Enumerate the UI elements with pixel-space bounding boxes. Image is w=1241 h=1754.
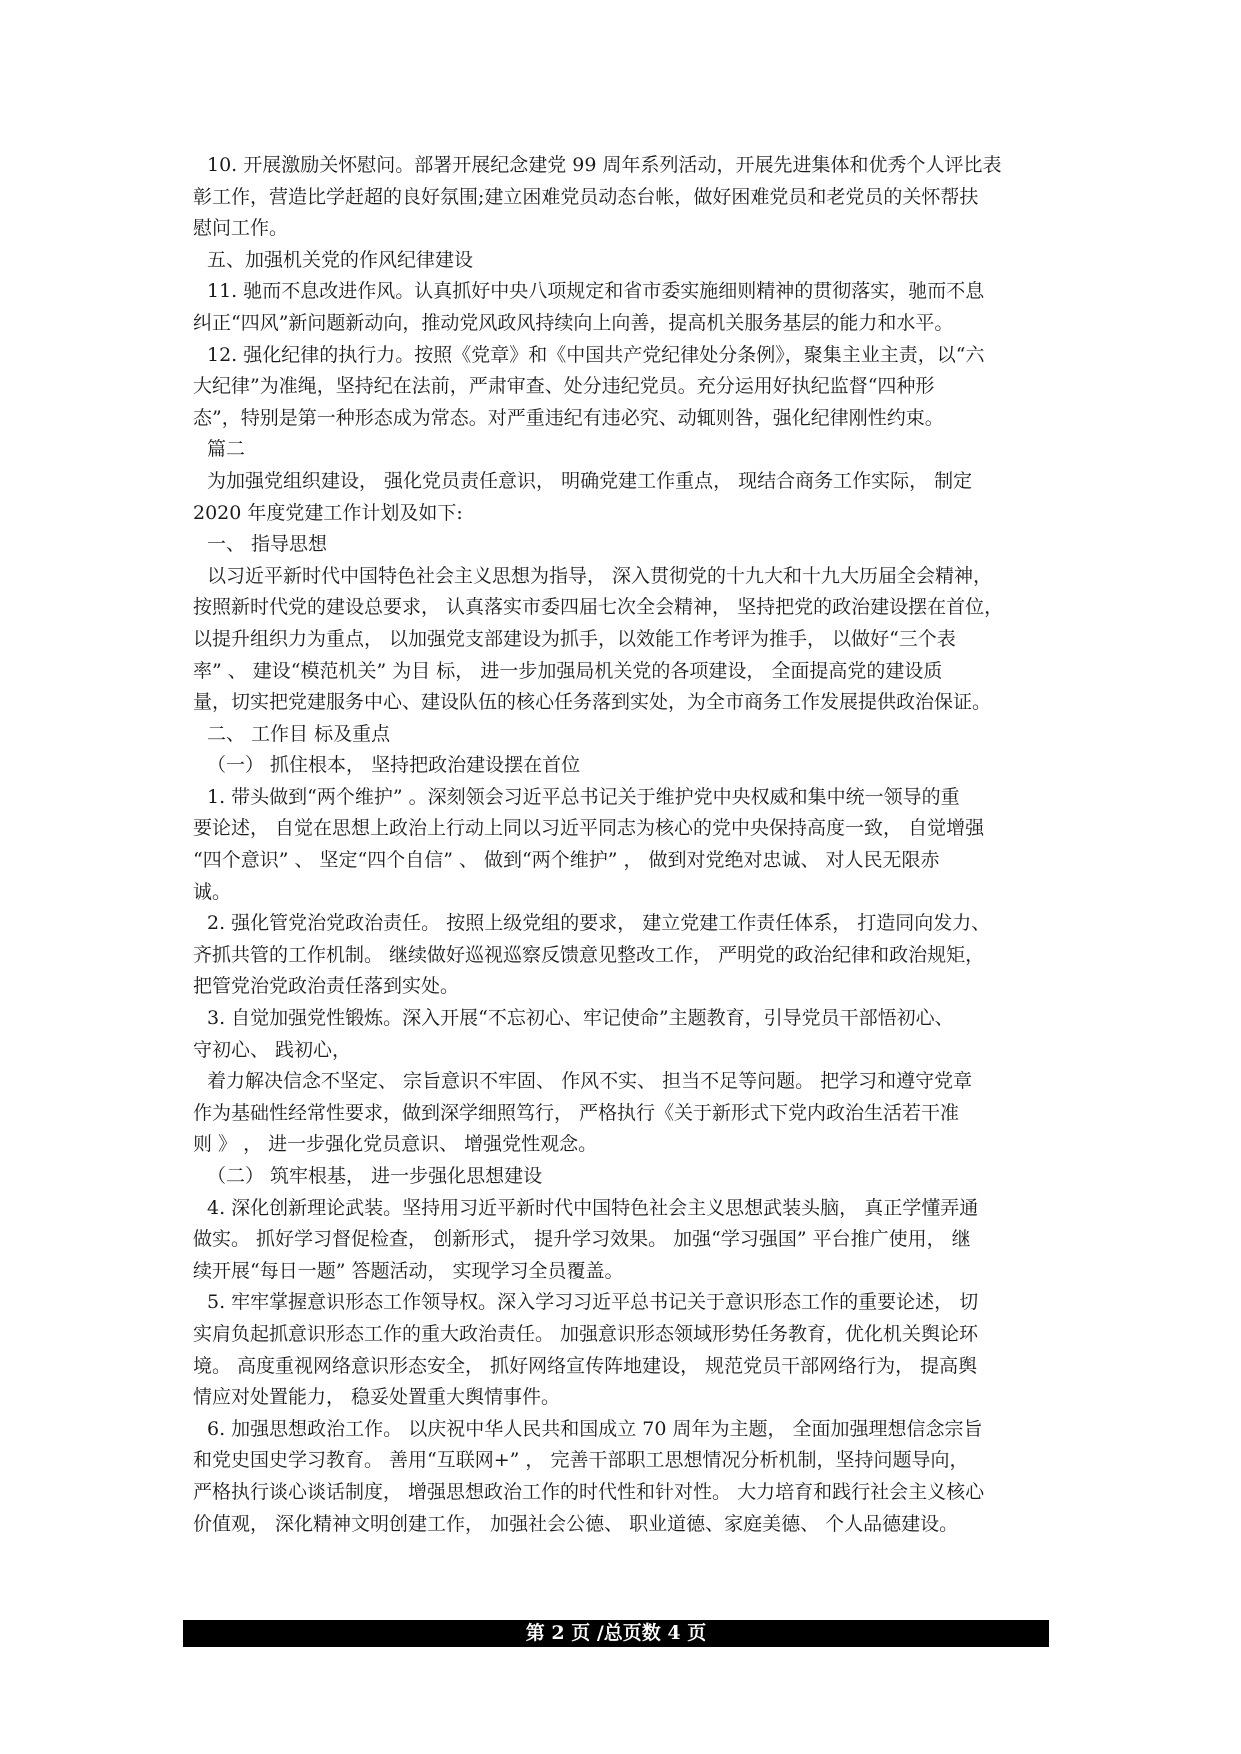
text-line: 境。 高度重视网络意识形态安全， 抓好网络宣传阵地建设， 规范党员干部网络行为， 提高舆 [193,1354,978,1377]
text-line: 彰工作，营造比学赶超的良好氛围;建立困难党员动态台帐，做好困难党员和老党员的关怀帮扶 [193,185,979,208]
section-heading: 五、加强机关党的作风纪律建设 [207,248,474,271]
text-line: 把管党治党政治责任落到实处。 [193,975,460,998]
text-line: 实肩负起抓意识形态工作的重大政治责任。 加强意识形态领域形势任务教育，优化机关舆论环 [193,1322,979,1345]
text-line: 诚。 [193,880,232,903]
text-line: 价值观， 深化精神文明创建工作， 加强社会公德、 职业道德、家庭美德、 个人品德建设。 [193,1512,959,1535]
text-line: 10. 开展激励关怀慰问。部署开展纪念建党 99 周年系列活动，开展先进集体和优秀个人评比表 [207,154,1002,176]
text-line: 齐抓共管的工作机制。 继续做好巡视巡察反馈意见整改工作， 严明党的政治纪律和政治规矩， [193,943,985,966]
section-heading: 二、 工作目 标及重点 [207,722,391,745]
page-footer [183,1620,1049,1647]
text-line: 为加强党组织建设， 强化党员责任意识， 明确党建工作重点， 现结合商务工作实际， 制定 [207,469,973,492]
section-heading: 篇二 [207,438,246,461]
text-line: 2. 强化管党治党政治责任。 按照上级党组的要求， 建立党建工作责任体系， 打造同向发力、 [207,912,991,935]
text-line: 则 》 ， 进一步强化党员意识、 增强党性观念。 [193,1133,598,1156]
text-line: “四个意识” 、 坚定“四个自信” 、 做到“两个维护” ， 做到对党绝对忠诚、 对人民无限赤 [193,849,940,872]
section-heading: 一、 指导思想 [207,533,328,556]
text-line: 以习近平新时代中国特色社会主义思想为指导， 深入贯彻党的十九大和十九大历届全会精神， [207,564,993,587]
text-line: 5. 牢牢掌握意识形态工作领导权。深入学习习近平总书记关于意识形态工作的重要论述， 切 [207,1291,979,1314]
text-line: 量，切实把党建服务中心、建设队伍的核心任务落到实处，为全市商务工作发展提供政治保证。 [193,691,992,714]
text-line: 情应对处置能力， 稳妥处置重大舆情事件。 [193,1386,561,1409]
text-line: 以提升组织力为重点， 以加强党支部建设为抓手，以效能工作考评为推手， 以做好“三个表 [193,627,956,650]
text-line: 严格执行谈心谈话制度， 增强思想政治工作的时代性和针对性。 大力培育和践行社会主义核心 [193,1480,985,1503]
text-line: 按照新时代党的建设总要求， 认真落实市委四届七次全会精神， 坚持把党的政治建设摆在首位， [193,596,1004,619]
text-line: 大纪律”为准绳，坚持纪在法前，严肃审查、处分违纪党员。充分运用好执纪监督“四种形 [193,375,935,398]
text-line: 和党史国史学习教育。 善用“互联网+” ， 完善干部职工思想情况分析机制，坚持问题导向， [193,1449,969,1472]
text-line: 6. 加强思想政治工作。 以庆祝中华人民共和国成立 70 周年为主题， 全面加强理想信念宗旨 [207,1417,983,1440]
text-line: 3. 自觉加强党性锻炼。深入开展“不忘初心、牢记使命”主题教育，引导党员干部悟初心、 [207,1007,954,1030]
text-line: 4. 深化创新理论武装。坚持用习近平新时代中国特色社会主义思想武装头脑， 真正学懂弄通 [207,1196,979,1219]
subsection-heading: （二） 筑牢根基， 进一步强化思想建设 [207,1165,543,1187]
text-line: 态”，特别是第一种形态成为常态。对严重违纪有违必究、动辄则咎，强化纪律刚性约束。 [193,406,944,429]
text-line: 要论述， 自觉在思想上政治上行动上同以习近平同志为核心的党中央保持高度一致， 自觉增强 [193,817,985,840]
text-line: 纠正“四风”新问题新动向，推动党风政风持续向上向善，提高机关服务基层的能力和水平。 [193,311,954,334]
text-line: 率” 、 建设“模范机关” 为目 标， 进一步加强局机关党的各项建设， 全面提高党的建设质 [193,659,943,682]
text-line: 作为基础性经常性要求，做到深学细照笃行， 严格执行《关于新形式下党内政治生活若干准 [193,1101,960,1124]
text-line: 做实。 抓好学习督促检查， 创新形式， 提升学习效果。 加强“学习强国” 平台推广使用， 继 [193,1228,971,1251]
text-block [193,150,1069,1540]
text-line: 2020 年度党建工作计划及如下: [193,501,463,524]
subsection-heading: （一） 抓住根本， 坚持把政治建设摆在首位 [207,754,581,777]
page-number-label: 第 2 页 /总页数 4 页 [525,1622,707,1644]
text-line: 着力解决信念不坚定、 宗旨意识不牢固、 作风不实、 担当不足等问题。 把学习和遵守党章 [207,1070,973,1093]
document-body [193,150,1069,1540]
text-line: 1. 带头做到“两个维护” 。深刻领会习近平总书记关于维护党中央权威和集中统一领导的重 [207,785,960,808]
text-line: 慰问工作。 [193,217,289,240]
text-line: 续开展“每日一题” 答题活动， 实现学习全员覆盖。 [193,1259,624,1282]
text-line: 11. 驰而不息改进作风。认真抓好中央八项规定和省市委实施细则精神的贯彻落实，驰而不息 [207,280,985,303]
text-line: 守初心、 践初心， [193,1038,352,1061]
text-line: 12. 强化纪律的执行力。按照《党章》和《中国共产党纪律处分条例》，聚集主业主责，以“六 [207,343,985,366]
